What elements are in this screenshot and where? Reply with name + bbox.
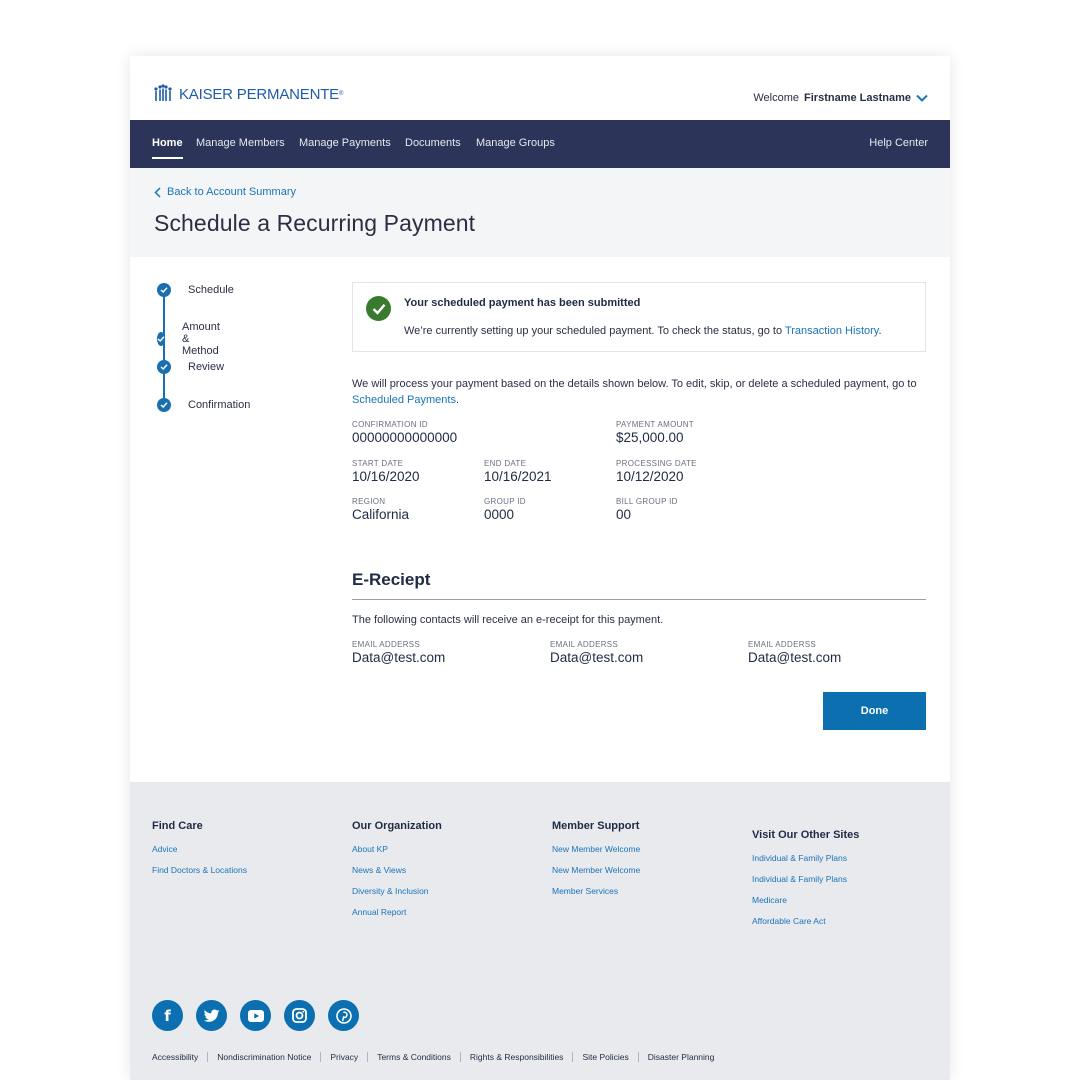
step-label: Amount & Method <box>182 321 220 357</box>
region-field <box>352 497 409 522</box>
alert-suffix: . <box>878 325 882 337</box>
nav-help-center[interactable]: Help Center <box>869 137 928 149</box>
footer-heading: Visit Our Other Sites <box>752 829 860 841</box>
footer-link[interactable]: News & Views <box>352 865 407 875</box>
footer-link[interactable]: Medicare <box>752 895 787 905</box>
footer-link[interactable]: Diversity & Inclusion <box>352 886 429 896</box>
transaction-history-link[interactable]: Transaction History <box>784 325 879 337</box>
social-links <box>152 1000 359 1031</box>
step-label: Confirmation <box>188 399 251 411</box>
field-value: California <box>352 507 410 522</box>
step-review[interactable] <box>152 360 224 374</box>
separator <box>320 1052 321 1062</box>
separator <box>460 1052 461 1062</box>
step-amount-method[interactable] <box>152 321 226 357</box>
footer-link[interactable]: Find Doctors & Locations <box>152 865 247 875</box>
field-value: 00 <box>616 507 632 522</box>
page-header <box>130 168 950 257</box>
back-link-label: Back to Account Summary <box>167 186 296 198</box>
separator <box>638 1052 639 1062</box>
field-label: PAYMENT AMOUNT <box>616 420 694 429</box>
field-value: 10/16/2020 <box>352 469 420 484</box>
user-menu[interactable] <box>753 92 928 104</box>
field-value: $25,000.00 <box>616 430 684 445</box>
field-label: EMAIL ADDERSS <box>748 640 817 649</box>
intro-body: We will process your payment based on the details shown below. To edit, skip, or delete a scheduled payment, go to <box>352 378 917 390</box>
step-schedule[interactable] <box>152 283 234 297</box>
footer-link[interactable]: New Member Welcome <box>552 865 641 875</box>
main-nav <box>130 120 950 168</box>
chevron-down-icon <box>916 94 928 102</box>
intro-text <box>352 376 926 408</box>
top-bar <box>130 56 950 120</box>
footer-link[interactable]: Individual & Family Plans <box>752 874 847 884</box>
legal-link[interactable]: Privacy <box>330 1052 359 1062</box>
field-value: Data@test.com <box>352 650 446 665</box>
legal-link[interactable]: Terms & Conditions <box>377 1052 451 1062</box>
page-title: Schedule a Recurring Payment <box>154 210 476 236</box>
separator <box>207 1052 208 1062</box>
facebook-icon[interactable]: f <box>152 1000 183 1031</box>
footer-heading: Find Care <box>152 820 203 832</box>
ereceipt-intro: The following contacts will receive an e-receipt for this payment. <box>352 614 664 626</box>
scheduled-payments-link[interactable]: Scheduled Payments <box>352 394 456 406</box>
footer-col-find-care <box>152 820 247 886</box>
alert-message <box>404 325 882 337</box>
legal-links <box>152 1052 714 1062</box>
field-value: 00000000000000 <box>352 430 458 445</box>
step-check-icon <box>157 332 165 346</box>
kp-logo-icon <box>152 83 174 105</box>
section-divider <box>352 599 926 600</box>
field-label: CONFIRMATION ID <box>352 420 428 429</box>
site-footer <box>130 782 950 1080</box>
footer-heading: Member Support <box>552 820 640 832</box>
logo-text: KAISER PERMANENTE <box>179 85 339 103</box>
pinterest-icon[interactable] <box>328 1000 359 1031</box>
payment-amount-field <box>616 420 694 445</box>
field-value: 10/16/2021 <box>484 469 552 484</box>
end-date-field <box>484 459 552 484</box>
field-label: EMAIL ADDERSS <box>352 640 421 649</box>
footer-col-member-support <box>552 820 640 907</box>
page-frame <box>130 56 950 1080</box>
step-check-icon <box>157 283 171 297</box>
kaiser-logo[interactable] <box>152 83 343 105</box>
email-address-field <box>748 640 841 665</box>
processing-date-field <box>616 459 697 484</box>
legal-link[interactable]: Rights & Responsibilities <box>469 1052 564 1062</box>
footer-link[interactable]: Member Services <box>552 886 619 896</box>
back-link[interactable] <box>154 186 296 198</box>
email-address-field <box>550 640 643 665</box>
footer-link[interactable]: Annual Report <box>352 907 407 917</box>
step-label: Schedule <box>188 284 234 296</box>
legal-link[interactable]: Site Policies <box>582 1052 629 1062</box>
separator <box>572 1052 573 1062</box>
field-value: 10/12/2020 <box>616 469 684 484</box>
legal-link[interactable]: Accessibility <box>152 1052 199 1062</box>
field-label: PROCESSING DATE <box>616 459 697 468</box>
field-value: 0000 <box>484 507 515 522</box>
footer-heading: Our Organization <box>352 820 442 832</box>
intro-suffix: . <box>455 394 460 406</box>
start-date-field <box>352 459 420 484</box>
success-alert <box>352 282 926 352</box>
field-label: END DATE <box>484 459 527 468</box>
group-id-field <box>484 497 526 522</box>
done-button[interactable]: Done <box>823 692 926 730</box>
field-label: GROUP ID <box>484 497 526 506</box>
footer-link[interactable]: Advice <box>152 844 178 854</box>
nav-manage-members[interactable]: Manage Members <box>196 137 285 149</box>
footer-link[interactable]: About KP <box>352 844 388 854</box>
field-value: Data@test.com <box>550 650 644 665</box>
legal-link[interactable]: Nondiscrimination Notice <box>217 1052 312 1062</box>
user-name: Firstname Lastname <box>804 92 911 104</box>
field-value: Data@test.com <box>748 650 842 665</box>
separator <box>367 1052 368 1062</box>
twitter-icon[interactable] <box>196 1000 227 1031</box>
nav-manage-payments[interactable]: Manage Payments <box>299 137 391 149</box>
step-check-icon <box>157 360 171 374</box>
legal-link[interactable]: Disaster Planning <box>647 1052 715 1062</box>
step-confirmation[interactable] <box>152 398 250 412</box>
alert-title: Your scheduled payment has been submitted <box>404 297 641 309</box>
field-label: EMAIL ADDERSS <box>550 640 619 649</box>
email-address-field <box>352 640 445 665</box>
bill-group-id-field <box>616 497 678 522</box>
step-label: Review <box>188 361 225 373</box>
step-check-icon <box>157 398 171 412</box>
field-label: BILL GROUP ID <box>616 497 678 506</box>
chevron-left-icon <box>154 187 161 198</box>
youtube-icon[interactable] <box>240 1000 271 1031</box>
field-label: REGION <box>352 497 386 506</box>
success-check-icon <box>366 296 391 321</box>
field-label: START DATE <box>352 459 404 468</box>
welcome-label: Welcome <box>753 92 800 104</box>
nav-manage-groups[interactable]: Manage Groups <box>476 137 555 149</box>
ereceipt-title: E-Reciept <box>352 570 431 589</box>
nav-home[interactable]: Home <box>152 137 183 149</box>
footer-link[interactable]: Individual & Family Plans <box>752 853 847 863</box>
footer-link[interactable]: Affordable Care Act <box>752 916 826 926</box>
instagram-icon[interactable] <box>284 1000 315 1031</box>
footer-link[interactable]: New Member Welcome <box>552 844 641 854</box>
alert-text: We’re currently setting up your scheduled payment. To check the status, go to <box>404 325 783 337</box>
footer-col-other-sites <box>752 829 859 937</box>
nav-documents[interactable]: Documents <box>405 137 461 149</box>
footer-col-our-organization <box>352 820 442 928</box>
confirmation-id-field <box>352 420 457 445</box>
registered-mark: ® <box>338 91 344 97</box>
